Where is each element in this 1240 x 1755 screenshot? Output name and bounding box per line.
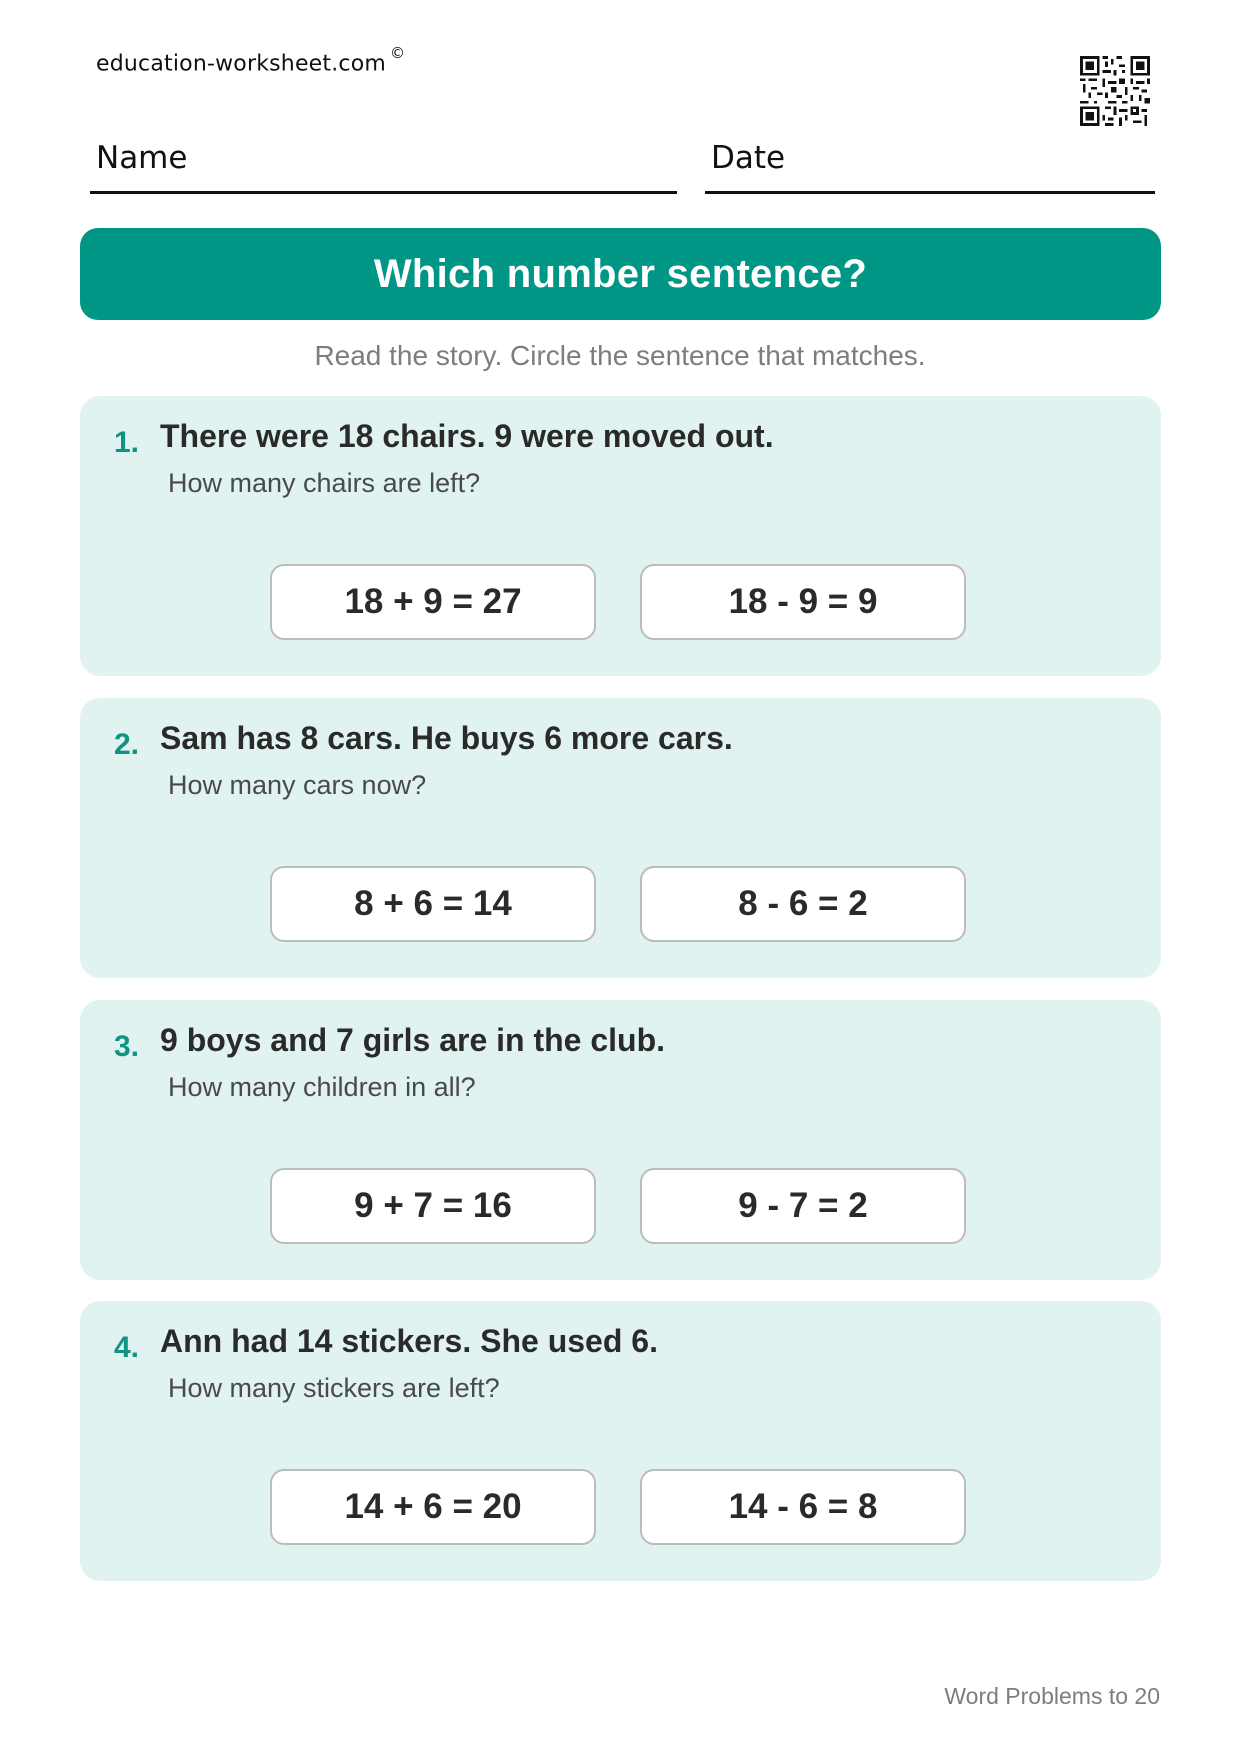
date-field[interactable] xyxy=(705,140,1155,194)
name-label: Name xyxy=(96,140,188,176)
question-prompt: How many children in all? xyxy=(168,1072,476,1102)
question-number: 4. xyxy=(114,1331,140,1364)
answer-option-addition[interactable]: 9 + 7 = 16 xyxy=(270,1168,596,1244)
question-story: There were 18 chairs. 9 were moved out. xyxy=(160,418,774,454)
instructions: Read the story. Circle the sentence that matches. xyxy=(314,340,926,371)
qr-code-icon xyxy=(1080,56,1150,126)
name-field[interactable] xyxy=(90,140,677,194)
answer-option-subtraction[interactable]: 18 - 9 = 9 xyxy=(640,564,966,640)
question-prompt: How many cars now? xyxy=(168,770,427,800)
question-card-4 xyxy=(80,1301,1161,1581)
answer-option-addition[interactable]: 14 + 6 = 20 xyxy=(270,1469,596,1545)
question-card-1 xyxy=(80,396,1161,676)
answer-option-subtraction[interactable]: 9 - 7 = 2 xyxy=(640,1168,966,1244)
question-story: Ann had 14 stickers. She used 6. xyxy=(160,1323,658,1359)
question-prompt: How many chairs are left? xyxy=(168,468,481,498)
question-number: 3. xyxy=(114,1030,140,1063)
question-prompt: How many stickers are left? xyxy=(168,1373,500,1403)
answer-option-addition[interactable]: 18 + 9 = 27 xyxy=(270,564,596,640)
question-card-2 xyxy=(80,698,1161,978)
site-url xyxy=(96,44,406,77)
question-number: 1. xyxy=(114,426,140,459)
question-story: 9 boys and 7 girls are in the club. xyxy=(160,1022,666,1058)
answer-option-subtraction[interactable]: 8 - 6 = 2 xyxy=(640,866,966,942)
worksheet-topic: Word Problems to 20 xyxy=(944,1683,1160,1709)
copyright-mark: © xyxy=(390,44,406,62)
question-story: Sam has 8 cars. He buys 6 more cars. xyxy=(160,720,733,756)
answer-option-subtraction[interactable]: 14 - 6 = 8 xyxy=(640,1469,966,1545)
answer-option-addition[interactable]: 8 + 6 = 14 xyxy=(270,866,596,942)
date-label: Date xyxy=(711,140,786,176)
site-name: education-worksheet.com xyxy=(96,51,387,77)
question-number: 2. xyxy=(114,728,140,761)
page-title: Which number sentence? xyxy=(80,228,1161,320)
question-card-3 xyxy=(80,1000,1161,1280)
